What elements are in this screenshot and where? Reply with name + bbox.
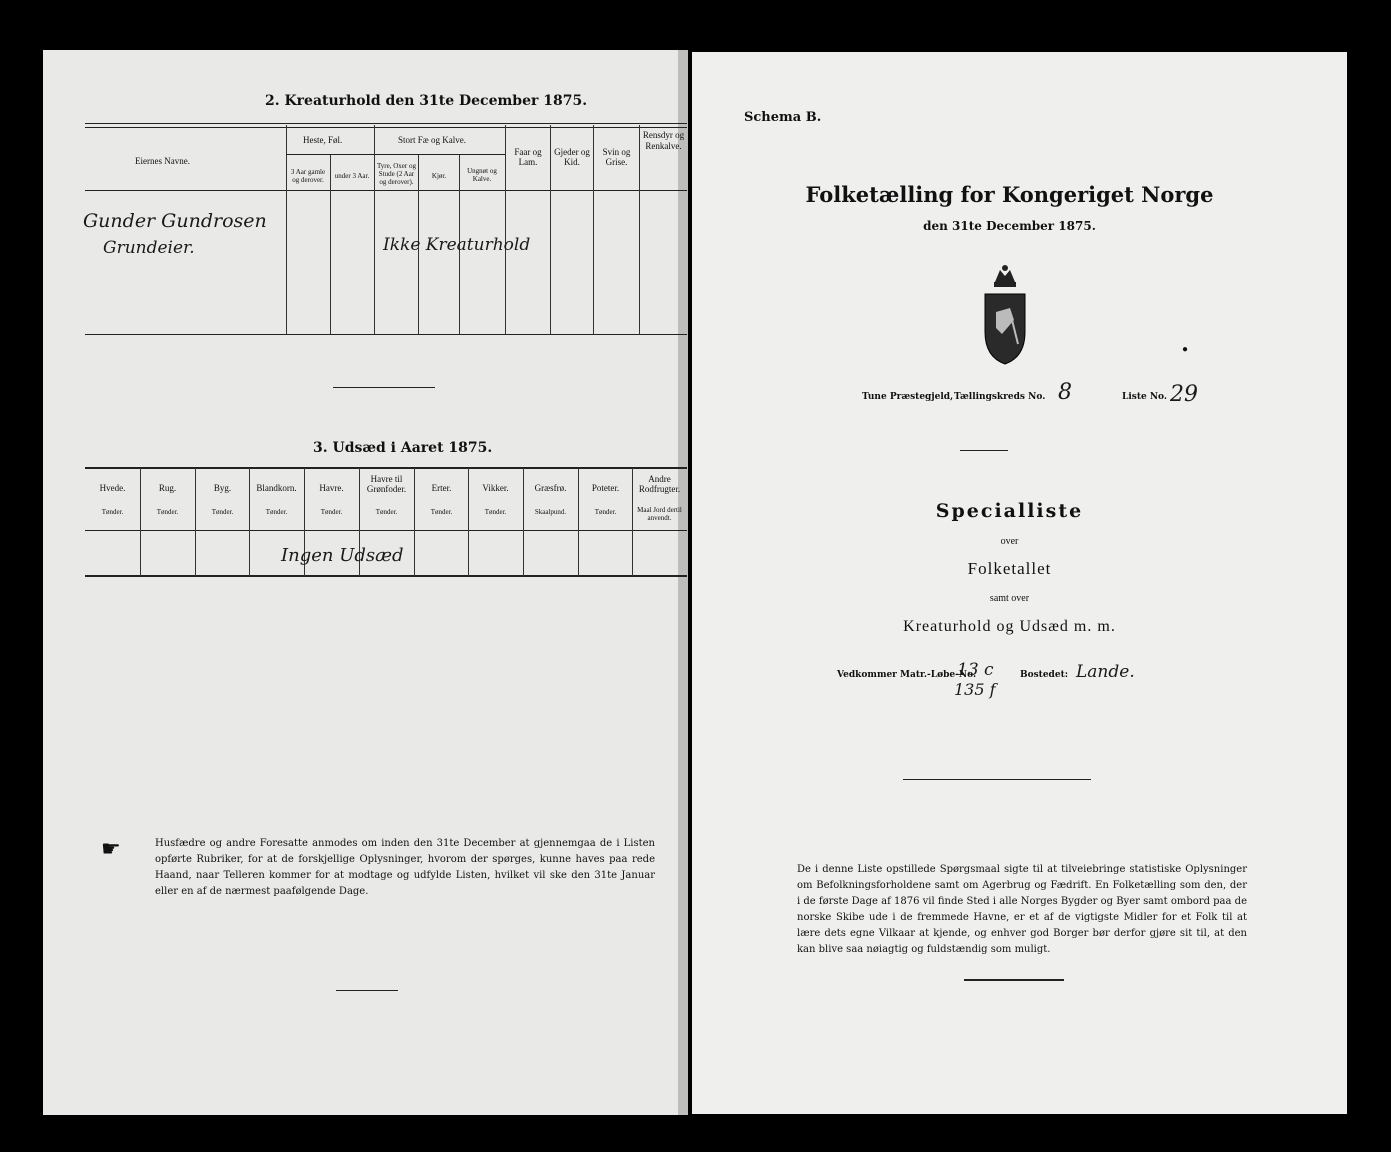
column-rule <box>374 125 375 335</box>
header-faar: Faar og Lam. <box>514 147 542 167</box>
seed-unit: Skaalpund. <box>534 508 567 516</box>
seed-header: Græsfrø. <box>534 483 567 493</box>
seed-unit: Tønder. <box>320 508 343 516</box>
schema-label: Schema B. <box>744 110 822 125</box>
column-rule <box>639 125 640 335</box>
section2-title: 2. Kreaturhold den 31te December 1875. <box>265 93 588 109</box>
seed-header: Rug. <box>158 483 177 493</box>
header-stort-fae: Stort Fæ og Kalve. <box>398 135 467 145</box>
footer-text: De i denne Liste opstillede Spørgsmaal sigte til at tilveiebringe statistiske Oplysninger om Befolkningsforholdene samt om Agerbrug og Fædrift. En Folketælling som den, der i de første Dage af 1876 vil finde Sted i alle Norges Bygder og Byer samt ombord paa de norske Skibe ude i de fremmede Havne, er et af de vigtigste Midler for et Folk til at lære dets egne Vilkaar at kjende, og enhver god Borger bør derfor gjøre sit til, at den kan blive saa nøiagtig og fuldstændig som muligt. <box>797 864 1247 955</box>
matr-value-top: 13 c <box>957 660 994 680</box>
seed-header: Havre til Grønfoder. <box>366 474 407 494</box>
seed-unit: Tønder. <box>430 508 453 516</box>
table-rule <box>85 575 687 577</box>
separator-line <box>336 990 398 991</box>
header-svin: Svin og Grise. <box>602 147 631 167</box>
seed-unit: Tønder. <box>594 508 617 516</box>
table-rule <box>85 467 687 469</box>
header-rensdyr: Rensdyr og Renkalve. <box>642 130 685 151</box>
seed-unit: Tønder. <box>101 508 124 516</box>
over-label: over <box>1000 536 1019 547</box>
parish-label: Tune Præstegjeld, <box>862 392 954 402</box>
list-value: 29 <box>1170 382 1198 407</box>
table-rule <box>85 334 687 335</box>
seed-header: Erter. <box>431 483 452 493</box>
census-date: den 31te December 1875. <box>923 219 1096 233</box>
header-stort-sub1: Tyre, Oxer og Stude (2 Aar og derover). <box>377 162 416 186</box>
seed-header: Havre. <box>319 483 344 493</box>
right-page <box>692 52 1347 1114</box>
separator-line <box>333 387 435 388</box>
coat-of-arms-icon <box>980 262 1030 367</box>
header-owner: Eiernes Navne. <box>135 156 190 166</box>
seed-unit: Tønder. <box>265 508 288 516</box>
table-rule <box>85 190 687 191</box>
header-stort-sub3: Ungnøt og Kalve. <box>467 167 497 183</box>
matr-label: Vedkommer Matr.-Løbe-No. <box>837 670 977 680</box>
table-rule <box>85 127 687 128</box>
header-heste-sub2: under 3 Aar. <box>334 172 370 180</box>
pointing-hand-icon: ☛ <box>101 836 121 861</box>
seed-header: Poteter. <box>591 483 620 493</box>
seed-entry: Ingen Udsæd <box>281 545 404 566</box>
header-heste-sub1: 3 Aar gamle og derover. <box>290 168 326 184</box>
seed-header: Andre Rodfrugter. <box>638 474 681 494</box>
matr-value-bottom: 135 f <box>954 680 996 699</box>
seed-header: Hvede. <box>99 483 126 493</box>
separator-line <box>964 979 1064 981</box>
bosted-label: Bostedet: <box>1020 670 1069 680</box>
seed-header: Byg. <box>213 483 232 493</box>
left-page <box>43 50 688 1115</box>
header-stort-sub2: Kjør. <box>431 172 447 180</box>
seed-unit: Tønder. <box>484 508 507 516</box>
census-title: Folketælling for Kongeriget Norge <box>805 182 1214 207</box>
livestock-entry: Ikke Kreaturhold <box>383 235 531 255</box>
folketallet-label: Folketallet <box>967 559 1052 578</box>
table-rule <box>85 123 687 124</box>
separator-line <box>903 779 1091 780</box>
seed-unit: Tønder. <box>375 508 398 516</box>
separator-line <box>960 450 1008 451</box>
subheader-rule <box>286 154 505 155</box>
page-edge-shadow <box>678 50 688 1115</box>
district-value: 8 <box>1058 380 1072 405</box>
seed-unit: Tønder. <box>156 508 179 516</box>
seed-unit: Tønder. <box>211 508 234 516</box>
seed-header: Vikker. <box>482 483 509 493</box>
samt-over-label: samt over <box>989 593 1030 604</box>
kreatur-label: Kreaturhold og Udsæd m. m. <box>903 618 1116 635</box>
section3-title: 3. Udsæd i Aaret 1875. <box>313 440 493 456</box>
seed-unit: Maal Jord dertil anvendt. <box>637 506 682 522</box>
column-rule <box>330 155 331 335</box>
header-gjeder: Gjeder og Kid. <box>554 147 590 167</box>
list-label: Liste No. <box>1122 392 1168 402</box>
owner-occupation: Grundeier. <box>103 238 195 258</box>
dot-mark: ● <box>1182 344 1189 355</box>
bosted-value: Lande. <box>1076 662 1135 682</box>
owner-name: Gunder Gundrosen <box>83 210 267 232</box>
seed-header: Blandkorn. <box>256 483 297 493</box>
district-label: Tællingskreds No. <box>954 392 1046 402</box>
table-rule <box>85 530 687 531</box>
column-rule <box>286 125 287 335</box>
specialliste-title: Specialliste <box>935 500 1084 522</box>
header-heste: Heste, Føl. <box>303 135 343 145</box>
notice-text: Husfædre og andre Foresatte anmodes om inden den 31te December at gjennemgaa de i Listen opførte Rubriker, for at de forskjellige Oplysninger, hvorom der spørges, kunne haves paa rede Haand, naar Telleren kommer for at modtage og udfylde Listen, hvilket vil ske den 31te Januar eller en af de nærmest paafølgende Dage. <box>155 838 655 897</box>
